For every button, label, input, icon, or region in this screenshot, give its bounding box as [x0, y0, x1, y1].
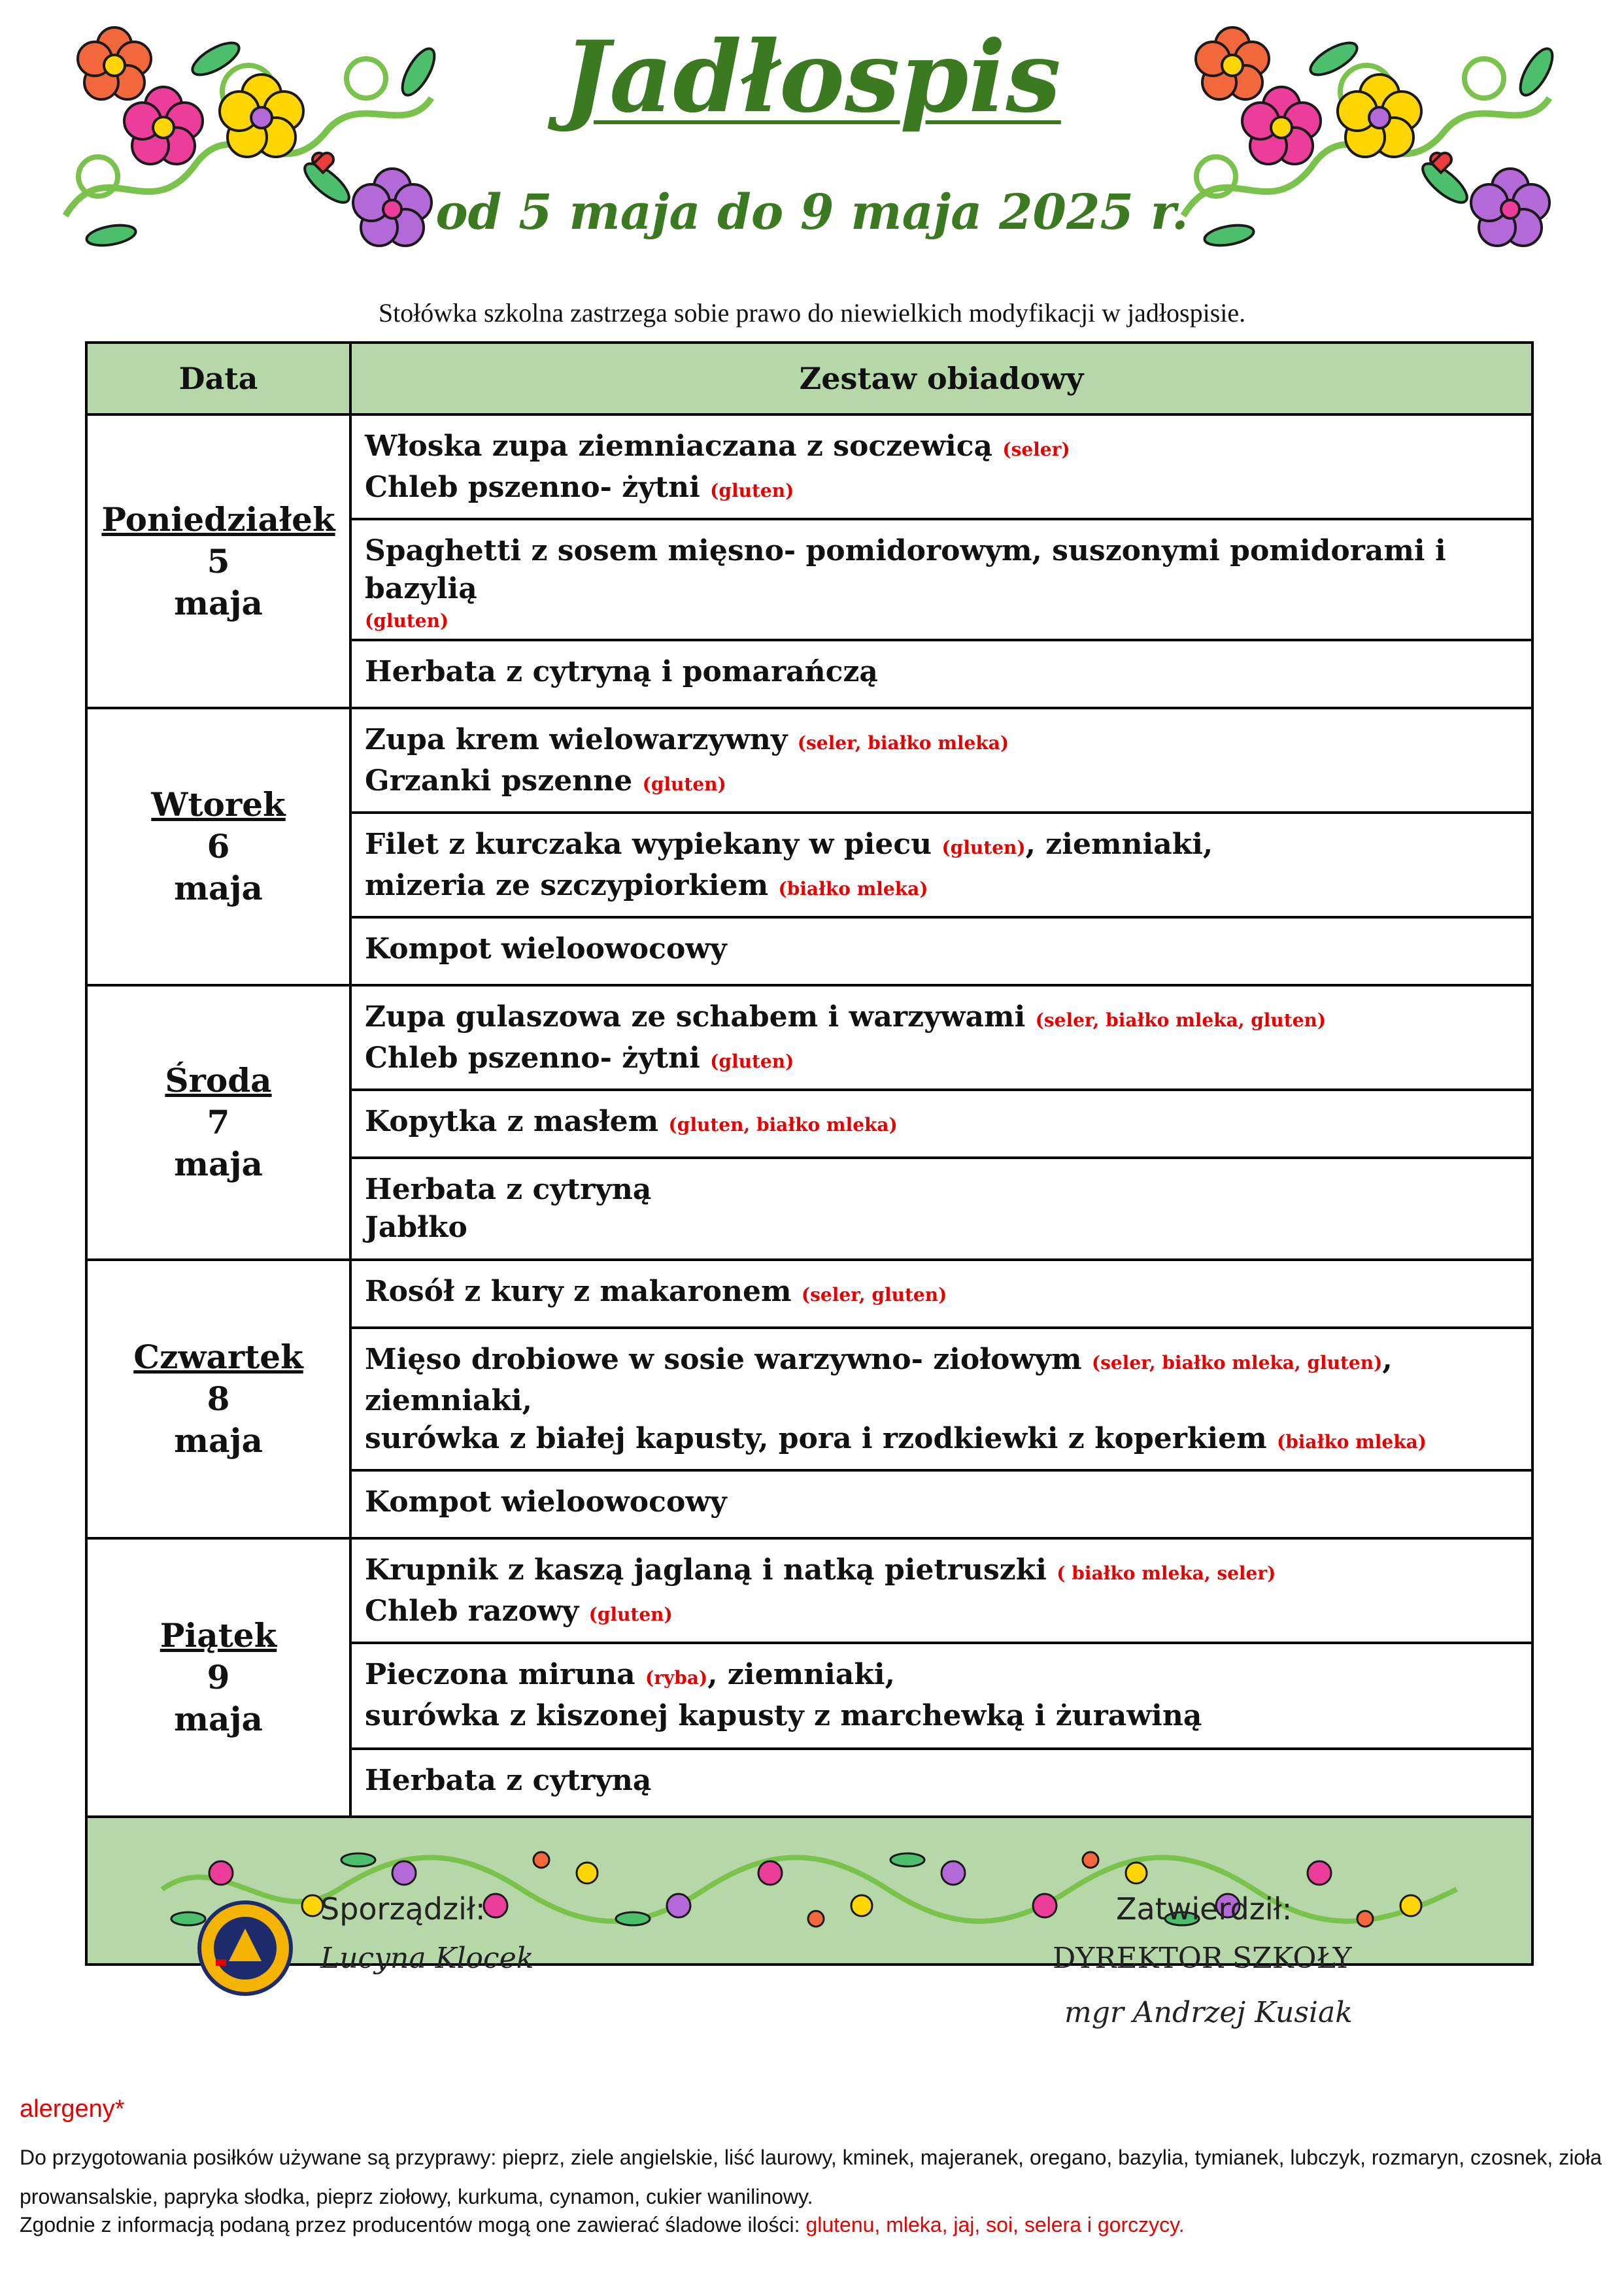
dish-name: Chleb razowy	[365, 1594, 579, 1628]
dish-line	[365, 721, 1518, 762]
dish-line	[365, 930, 1518, 968]
dish-name: Krupnik z kaszą jaglaną i natką pietruszki	[365, 1553, 1047, 1587]
dish-name: Kompot wieloowocowy	[365, 932, 727, 966]
table-row	[86, 985, 1532, 1090]
date-range: od 5 maja do 9 maja 2025 r.	[435, 184, 1189, 241]
day-name: Poniedziałek	[101, 499, 335, 539]
dish-cell	[350, 1749, 1532, 1817]
dish-name: Zupa krem wielowarzywny	[365, 723, 788, 756]
table-header-row	[86, 343, 1532, 414]
dish-name: Kopytka z masłem	[365, 1105, 659, 1138]
dish-name: Kompot wieloowocowy	[365, 1485, 727, 1519]
day-cell	[86, 1260, 350, 1538]
column-header-meal: Zestaw obiadowy	[350, 343, 1532, 414]
allergens-heading: alergeny*	[20, 2095, 125, 2123]
approved-by-role: DYREKTOR SZKOŁY	[1053, 1942, 1352, 1975]
allergen-tag: (gluten)	[588, 1604, 673, 1625]
dish-line	[365, 1039, 1518, 1081]
dish-suffix: , ziemniaki,	[365, 1343, 1393, 1417]
dish-line	[365, 1171, 1518, 1209]
dish-name: surówka z białej kapusty, pora i rzodkiewki z koperkiem	[365, 1422, 1267, 1455]
table-row	[86, 1260, 1532, 1328]
day-number: 6	[207, 827, 230, 866]
dish-cell	[350, 1328, 1532, 1470]
table-row	[86, 414, 1532, 519]
allergen-tag: (gluten)	[642, 773, 726, 795]
dish-line	[365, 998, 1518, 1039]
dish-name: Chleb pszenno- żytni	[365, 471, 700, 504]
day-month: maja	[174, 869, 263, 907]
dish-cell	[350, 1158, 1532, 1260]
dish-name: surówka z kiszonej kapusty z marchewką i żurawiną	[365, 1699, 1202, 1732]
allergen-tag: (gluten)	[941, 837, 1026, 858]
dish-name: Zupa gulaszowa ze schabem i warzywami	[365, 1000, 1026, 1034]
dish-line	[365, 1420, 1518, 1461]
dish-line	[365, 469, 1518, 510]
dish-line	[365, 532, 1518, 608]
menu-table	[85, 341, 1534, 1966]
prepared-by-name: Lucyna Klocek	[320, 1942, 534, 1975]
dish-cell	[350, 1538, 1532, 1643]
day-number: 8	[207, 1379, 230, 1418]
day-month: maja	[174, 1700, 263, 1738]
allergen-tag: (seler, białko mleka, gluten)	[1035, 1009, 1327, 1031]
day-cell	[86, 414, 350, 708]
day-cell	[86, 708, 350, 985]
dish-name: Włoska zupa ziemniaczana z soczewicą	[365, 430, 993, 463]
dish-cell	[350, 985, 1532, 1090]
dish-name: mizeria ze szczypiorkiem	[365, 869, 769, 902]
dish-line	[365, 1483, 1518, 1521]
dish-line	[365, 867, 1518, 908]
dish-cell	[350, 640, 1532, 708]
approved-by-label: Zatwierdził:	[1116, 1891, 1293, 1927]
dish-cell	[350, 1470, 1532, 1538]
dish-cell	[350, 1643, 1532, 1749]
day-number: 9	[207, 1658, 230, 1696]
trace-items: glutenu, mleka, jaj, soi, selera i gorczycy.	[805, 2213, 1185, 2236]
allergen-tag: (gluten)	[710, 480, 794, 501]
day-month: maja	[174, 1145, 263, 1183]
dish-line	[365, 1762, 1518, 1800]
dish-line	[365, 428, 1518, 469]
trace-info	[20, 2213, 1608, 2237]
dish-line	[365, 1209, 1518, 1247]
dish-name: Spaghetti z sosem mięsno- pomidorowym, suszonymi pomidorami i bazylią	[365, 534, 1446, 605]
dish-line	[365, 1341, 1518, 1420]
day-number: 5	[207, 541, 230, 581]
column-header-date: Data	[86, 343, 350, 414]
day-name: Wtorek	[151, 785, 286, 824]
approved-by-name: mgr Andrzej Kusiak	[1064, 1996, 1353, 2029]
dish-line	[365, 1593, 1518, 1634]
dish-cell	[350, 414, 1532, 519]
dish-line	[365, 1656, 1518, 1697]
dish-line	[365, 1697, 1518, 1735]
dish-cell	[350, 813, 1532, 917]
trace-prefix: Zgodnie z informacją podaną przez producentów mogą one zawierać śladowe ilości:	[20, 2213, 806, 2236]
dish-name: Chleb pszenno- żytni	[365, 1041, 700, 1075]
day-name: Piątek	[160, 1616, 277, 1655]
allergen-tag: (seler, białko mleka, gluten)	[1091, 1352, 1383, 1374]
dish-cell	[350, 917, 1532, 985]
dish-name: Pieczona miruna	[365, 1658, 635, 1691]
day-month: maja	[174, 1421, 263, 1460]
dish-name: Herbata z cytryną	[365, 1173, 652, 1206]
school-emblem-icon	[196, 1899, 294, 1997]
dish-suffix: , ziemniaki,	[1025, 828, 1213, 861]
allergen-tag: (seler)	[1002, 439, 1070, 460]
dish-cell	[350, 1260, 1532, 1328]
day-name: Czwartek	[133, 1338, 303, 1376]
dish-line	[365, 653, 1518, 691]
dish-line	[365, 1273, 1518, 1314]
day-month: maja	[174, 583, 263, 622]
prepared-by-label: Sporządził:	[320, 1891, 486, 1927]
day-name: Środa	[165, 1061, 272, 1100]
dish-line	[365, 762, 1518, 803]
dish-name: Mięso drobiowe w sosie warzywno- ziołowym	[365, 1343, 1082, 1376]
day-cell	[86, 985, 350, 1260]
table-row	[86, 1538, 1532, 1643]
allergen-tag: (białko mleka)	[1276, 1431, 1427, 1453]
allergen-tag: (białko mleka)	[778, 878, 928, 900]
dish-cell	[350, 1090, 1532, 1158]
dish-line	[365, 1103, 1518, 1144]
allergen-tag: (gluten, białko mleka)	[668, 1114, 898, 1136]
day-number: 7	[207, 1103, 230, 1141]
dish-line	[365, 608, 1518, 631]
dish-line	[365, 826, 1518, 867]
dish-name: Grzanki pszenne	[365, 764, 633, 798]
day-cell	[86, 1538, 350, 1817]
spices-info: Do przygotowania posiłków używane są przyprawy: pieprz, ziele angielskie, liść laurowy, kminek, majeranek, oregano, bazylia, tymianek, lubczyk, rozmaryn, czosnek, zioła prowansalskie, papryka słodka, pieprz ziołowy, kurkuma, cynamon, cukier wanilinowy.	[20, 2146, 1602, 2208]
flower-band-icon	[88, 1821, 1531, 1958]
dish-name: Jabłko	[365, 1211, 467, 1244]
dish-name: Herbata z cytryną	[365, 1764, 652, 1797]
dish-line	[365, 1551, 1518, 1593]
allergen-tag: ( białko mleka, seler)	[1057, 1562, 1276, 1584]
allergen-tag: (gluten)	[710, 1051, 794, 1072]
table-row	[86, 708, 1532, 813]
dish-cell	[350, 708, 1532, 813]
modification-notice: Stołówka szkolna zastrzega sobie prawo do niewielkich modyfikacji w jadłospisie.	[378, 298, 1246, 328]
allergen-tag: (ryba)	[645, 1667, 708, 1689]
dish-name: Herbata z cytryną i pomarańczą	[365, 655, 878, 688]
page-title: Jadłospis	[563, 20, 1061, 135]
dish-suffix: , ziemniaki,	[707, 1658, 895, 1691]
dish-name: Filet z kurczaka wypiekany w piecu	[365, 828, 932, 861]
dish-name: Rosół z kury z makaronem	[365, 1275, 792, 1308]
menu-body	[86, 414, 1532, 1817]
allergen-tag: (seler, białko mleka)	[797, 732, 1009, 754]
allergen-tag: (gluten)	[365, 610, 449, 632]
allergen-tag: (seler, gluten)	[801, 1284, 947, 1306]
dish-cell	[350, 519, 1532, 640]
